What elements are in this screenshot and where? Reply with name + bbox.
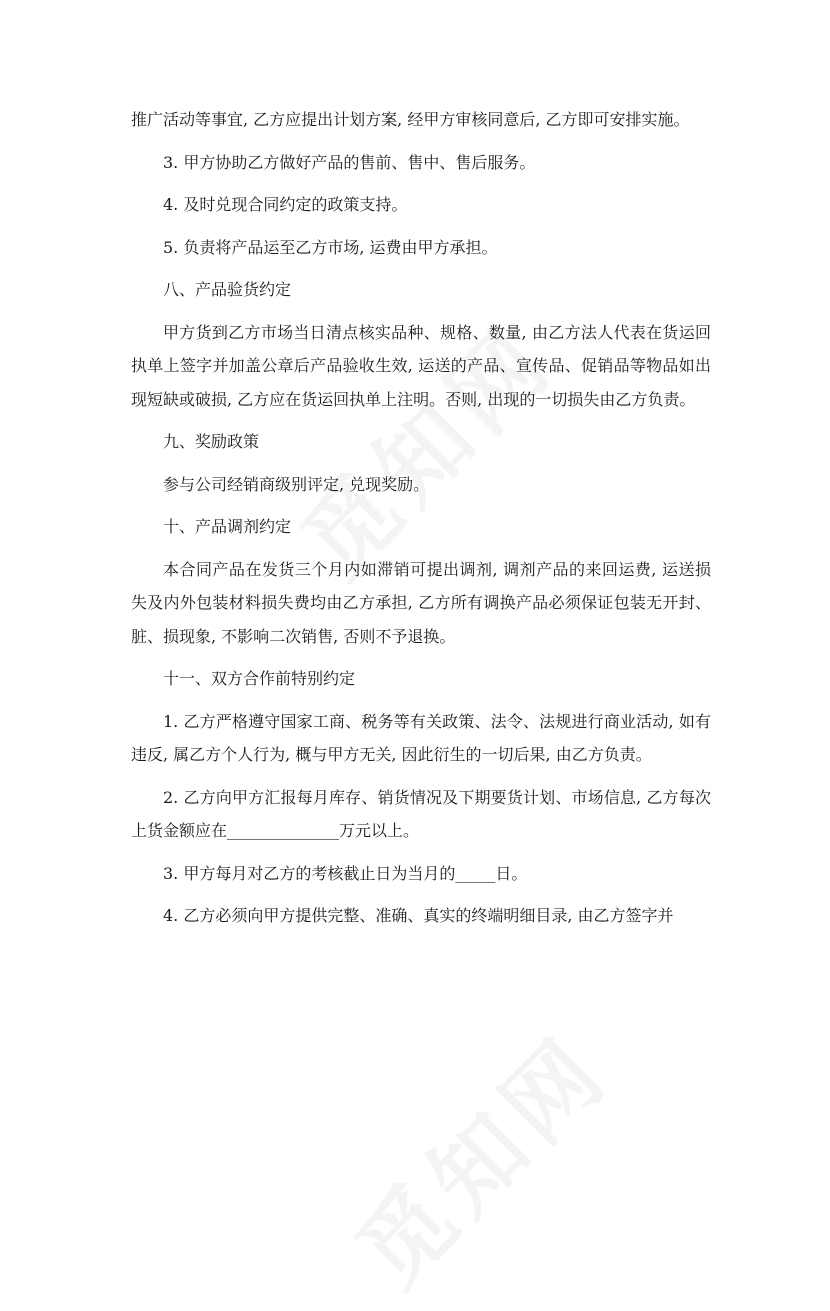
list-item-4: 4. 及时兑现合同约定的政策支持。	[163, 195, 408, 214]
list-item-2: 2. 乙方向甲方汇报每月库存、销货情况及下期要货计划、市场信息, 乙方每次上货金额应在______________万元以上。	[131, 787, 711, 840]
section-heading-11: 十一、双方合作前特别约定	[163, 669, 356, 688]
list-item-5: 5. 负责将产品运至乙方市场, 运费由甲方承担。	[163, 237, 498, 257]
paragraph-continuation: 推广活动等事宜, 乙方应提出计划方案, 经甲方审核同意后, 乙方即可安排实施。	[131, 110, 690, 129]
paragraph-inspection: 甲方货到乙方市场当日清点核实品种、规格、数量, 由乙方法人代表在货运回执单上签字并加盖公章后产品验收生效, 运送的产品、宣传品、促销品等物品如出现短缺或破损, 乙方应在货运回执单上注明。否则, 出现的一切损失由乙方负责。	[131, 322, 711, 409]
section-heading-9: 九、奖励政策	[163, 432, 260, 451]
list-item-1: 1. 乙方严格遵守国家工商、税务等有关政策、法令、法规进行商业活动, 如有违反, 属乙方个人行为, 概与甲方无关, 因此衍生的一切后果, 由乙方负责。	[131, 711, 711, 764]
section-heading-8: 八、产品验货约定	[163, 280, 292, 299]
section-heading-10: 十、产品调剂约定	[163, 517, 292, 536]
list-item-4-terminal: 4. 乙方必须向甲方提供完整、准确、真实的终端明细目录, 由乙方签字并	[163, 906, 674, 925]
document-body	[131, 103, 711, 933]
paragraph-rewards: 参与公司经销商级别评定, 兑现奖励。	[163, 474, 430, 494]
paragraph-adjustment: 本合同产品在发货三个月内如滞销可提出调剂, 调剂产品的来回运费, 运送损失及内外包装材料损失费均由乙方承担, 乙方所有调换产品必须保证包装无开封、脏、损现象, 不影响二次销售, 否则不予退换。	[131, 559, 711, 646]
list-item-3-check: 3. 甲方每月对乙方的考核截止日为当月的_____日。	[163, 863, 528, 883]
list-item-3: 3. 甲方协助乙方做好产品的售前、售中、售后服务。	[163, 152, 536, 172]
watermark	[323, 1001, 633, 1311]
